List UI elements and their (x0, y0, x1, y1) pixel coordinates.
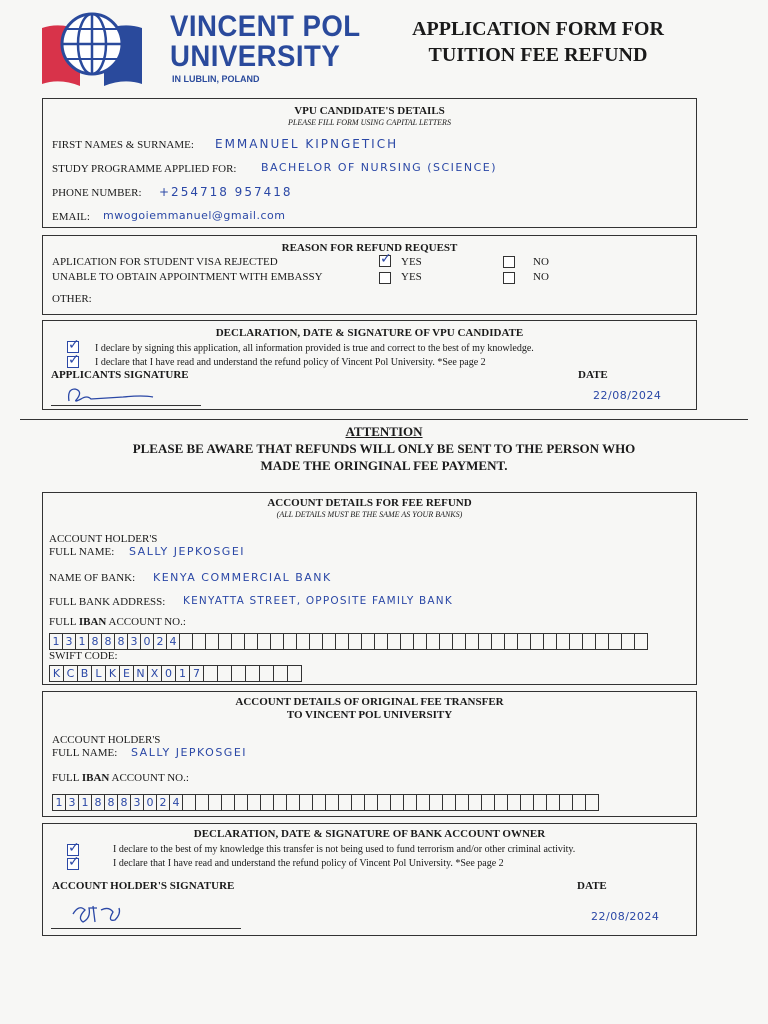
grid-cell[interactable] (260, 666, 274, 681)
grid-cell[interactable]: 8 (105, 795, 118, 810)
grid-cell[interactable] (570, 634, 583, 649)
signature-line (51, 405, 201, 406)
refund-holder-name-field[interactable]: SALLY JEPKOSGEI (129, 545, 246, 558)
grid-cell[interactable]: 0 (144, 795, 157, 810)
grid-cell[interactable] (180, 634, 193, 649)
grid-cell[interactable] (388, 634, 401, 649)
embassy-yes-checkbox[interactable] (379, 272, 391, 284)
visa-rejected-yes-checkbox[interactable] (379, 255, 391, 267)
candidate-details-section (42, 98, 697, 228)
grid-cell[interactable] (560, 795, 573, 810)
grid-cell[interactable] (456, 795, 469, 810)
grid-cell[interactable] (245, 634, 258, 649)
email-label: EMAIL: (52, 211, 90, 223)
grid-cell[interactable] (443, 795, 456, 810)
grid-cell[interactable]: 1 (176, 666, 190, 681)
owner-signature[interactable] (69, 900, 129, 926)
grid-cell[interactable]: 3 (66, 795, 79, 810)
grid-cell[interactable] (401, 634, 414, 649)
grid-cell[interactable]: 8 (118, 795, 131, 810)
attention-line-2: MADE THE ORINGINAL FEE PAYMENT. (260, 458, 508, 473)
grid-cell[interactable]: 0 (162, 666, 176, 681)
grid-cell[interactable]: 1 (53, 795, 66, 810)
phone-field[interactable]: +254718 957418 (159, 185, 293, 199)
grid-cell[interactable] (196, 795, 209, 810)
grid-cell[interactable] (235, 795, 248, 810)
grid-cell[interactable]: C (64, 666, 78, 681)
grid-cell[interactable]: 7 (190, 666, 204, 681)
holder-label: ACCOUNT HOLDER'S (49, 533, 158, 545)
grid-cell[interactable] (414, 634, 427, 649)
grid-cell[interactable] (183, 795, 196, 810)
grid-cell[interactable]: 8 (102, 634, 115, 649)
grid-cell[interactable] (287, 795, 300, 810)
grid-cell[interactable]: K (106, 666, 120, 681)
grid-cell[interactable] (271, 634, 284, 649)
section-subtitle: (ALL DETAILS MUST BE THE SAME AS YOUR BANKS) (276, 510, 463, 519)
owner-declaration-section (42, 823, 697, 936)
university-location: IN LUBLIN, POLAND (172, 74, 260, 84)
grid-cell[interactable] (547, 795, 560, 810)
bank-name-label: NAME OF BANK: (49, 572, 136, 584)
grid-cell[interactable]: 8 (92, 795, 105, 810)
grid-cell[interactable] (427, 634, 440, 649)
refund-reason-section (42, 235, 697, 315)
original-holder-name-field[interactable]: SALLY JEPKOSGEI (131, 746, 248, 759)
grid-cell[interactable] (310, 634, 323, 649)
grid-cell[interactable] (453, 634, 466, 649)
grid-cell[interactable]: 8 (115, 634, 128, 649)
phone-label: PHONE NUMBER: (52, 187, 142, 199)
grid-cell[interactable]: B (78, 666, 92, 681)
grid-cell[interactable] (206, 634, 219, 649)
grid-cell[interactable] (482, 795, 495, 810)
grid-cell[interactable]: 3 (128, 634, 141, 649)
swift-label: SWIFT CODE: (49, 650, 118, 662)
grid-cell[interactable] (362, 634, 375, 649)
grid-cell[interactable]: 1 (76, 634, 89, 649)
grid-cell[interactable] (297, 634, 310, 649)
grid-cell[interactable]: 1 (50, 634, 63, 649)
grid-cell[interactable] (209, 795, 222, 810)
grid-cell[interactable] (521, 795, 534, 810)
grid-cell[interactable] (586, 795, 599, 810)
no-label: NO (533, 256, 549, 268)
applicant-signature[interactable] (63, 383, 163, 407)
university-name: VINCENT POL UNIVERSITY (170, 10, 361, 73)
grid-cell[interactable] (352, 795, 365, 810)
grid-cell[interactable]: 1 (79, 795, 92, 810)
grid-cell[interactable] (193, 634, 206, 649)
grid-cell[interactable] (246, 666, 260, 681)
grid-cell[interactable]: E (120, 666, 134, 681)
grid-cell[interactable] (391, 795, 404, 810)
grid-cell[interactable] (544, 634, 557, 649)
grid-cell[interactable] (339, 795, 352, 810)
programme-field[interactable]: BACHELOR OF NURSING (SCIENCE) (261, 161, 497, 174)
email-field[interactable]: mwogoiemmanuel@gmail.com (103, 209, 286, 222)
grid-cell[interactable] (466, 634, 479, 649)
holder-fullname-label: FULL NAME: (49, 546, 115, 558)
grid-cell[interactable]: K (50, 666, 64, 681)
swift-code-grid[interactable] (49, 665, 302, 682)
bank-name-field[interactable]: KENYA COMMERCIAL BANK (153, 571, 332, 584)
grid-cell[interactable] (495, 795, 508, 810)
grid-cell[interactable] (417, 795, 430, 810)
name-field[interactable]: EMMANUEL KIPNGETICH (215, 137, 399, 151)
grid-cell[interactable] (219, 634, 232, 649)
holder-fullname-label: FULL NAME: (52, 747, 118, 759)
section-title: ACCOUNT DETAILS FOR FEE REFUND (267, 497, 472, 509)
attention-title: ATTENTION (345, 424, 423, 439)
yes-label: YES (401, 271, 422, 283)
section-title: DECLARATION, DATE & SIGNATURE OF VPU CANDIDATE (215, 327, 524, 339)
grid-cell[interactable] (274, 666, 288, 681)
declaration-policy-checkbox[interactable] (67, 356, 79, 368)
yes-label: YES (401, 256, 422, 268)
attention-line-1: PLEASE BE AWARE THAT REFUNDS WILL ONLY BE SENT TO THE PERSON WHO (132, 441, 636, 456)
candidate-date-field[interactable]: 22/08/2024 (593, 389, 662, 402)
grid-cell[interactable] (336, 634, 349, 649)
owner-date-field[interactable]: 22/08/2024 (591, 910, 660, 923)
grid-cell[interactable] (218, 666, 232, 681)
grid-cell[interactable] (284, 634, 297, 649)
embassy-appointment-label: UNABLE TO OBTAIN APPOINTMENT WITH EMBASSY (52, 271, 323, 283)
grid-cell[interactable] (232, 666, 246, 681)
section-title: VPU CANDIDATE'S DETAILS (294, 105, 445, 117)
grid-cell[interactable] (531, 634, 544, 649)
original-transfer-section (42, 691, 697, 817)
visa-rejected-label: APLICATION FOR STUDENT VISA REJECTED (52, 256, 278, 268)
declaration-line-1: I declare by signing this application, all information provided is true and correct to the best of my knowledge. (95, 343, 534, 354)
grid-cell[interactable] (534, 795, 547, 810)
grid-cell[interactable] (323, 634, 336, 649)
grid-cell[interactable]: N (134, 666, 148, 681)
original-iban-grid[interactable] (52, 794, 599, 811)
grid-cell[interactable] (248, 795, 261, 810)
grid-cell[interactable] (508, 795, 521, 810)
date-label: DATE (578, 369, 608, 381)
grid-cell[interactable] (222, 795, 235, 810)
grid-cell[interactable]: 8 (89, 634, 102, 649)
refund-account-section (42, 492, 697, 685)
name-label: FIRST NAMES & SURNAME: (52, 139, 194, 151)
no-label: NO (533, 271, 549, 283)
grid-cell[interactable] (261, 795, 274, 810)
grid-cell[interactable] (232, 634, 245, 649)
grid-cell[interactable] (505, 634, 518, 649)
grid-cell[interactable] (288, 666, 302, 681)
grid-cell[interactable] (479, 634, 492, 649)
grid-cell[interactable]: 4 (170, 795, 183, 810)
owner-declaration-line-2: I declare that I have read and understand the refund policy of Vincent Pol University. *See page 2 (113, 858, 504, 869)
embassy-no-checkbox[interactable] (503, 272, 515, 284)
grid-cell[interactable] (573, 795, 586, 810)
grid-cell[interactable]: 2 (157, 795, 170, 810)
bank-address-field[interactable]: KENYATTA STREET, OPPOSITE FAMILY BANK (183, 595, 453, 607)
holder-label: ACCOUNT HOLDER'S (52, 734, 161, 746)
grid-cell[interactable] (204, 666, 218, 681)
grid-cell[interactable] (378, 795, 391, 810)
grid-cell[interactable]: 3 (131, 795, 144, 810)
grid-cell[interactable] (404, 795, 417, 810)
grid-cell[interactable] (596, 634, 609, 649)
grid-cell[interactable] (622, 634, 635, 649)
bank-address-label: FULL BANK ADDRESS: (49, 596, 166, 608)
grid-cell[interactable] (440, 634, 453, 649)
grid-cell[interactable] (313, 795, 326, 810)
grid-cell[interactable] (349, 634, 362, 649)
grid-cell[interactable] (258, 634, 271, 649)
section-title-line-2: TO VINCENT POL UNIVERSITY (286, 709, 453, 721)
grid-cell[interactable] (492, 634, 505, 649)
form-title: APPLICATION FORM FOR TUITION FEE REFUND (412, 18, 664, 66)
owner-policy-checkbox[interactable] (67, 858, 79, 870)
iban-label: FULL IBAN ACCOUNT NO.: (52, 772, 189, 784)
divider (20, 419, 748, 420)
grid-cell[interactable] (430, 795, 443, 810)
grid-cell[interactable]: X (148, 666, 162, 681)
section-title: ACCOUNT DETAILS OF ORIGINAL FEE TRANSFER (235, 696, 504, 708)
grid-cell[interactable] (609, 634, 622, 649)
grid-cell[interactable]: L (92, 666, 106, 681)
date-label: DATE (577, 880, 607, 892)
grid-cell[interactable] (326, 795, 339, 810)
signature-line (51, 928, 241, 929)
grid-cell[interactable] (635, 634, 648, 649)
applicant-signature-label: APPLICANTS SIGNATURE (51, 369, 189, 381)
grid-cell[interactable] (375, 634, 388, 649)
grid-cell[interactable]: 3 (63, 634, 76, 649)
refund-iban-grid[interactable] (49, 633, 648, 650)
grid-cell[interactable] (365, 795, 378, 810)
grid-cell[interactable]: 4 (167, 634, 180, 649)
grid-cell[interactable] (300, 795, 313, 810)
grid-cell[interactable] (583, 634, 596, 649)
visa-rejected-no-checkbox[interactable] (503, 256, 515, 268)
section-title: DECLARATION, DATE & SIGNATURE OF BANK ACCOUNT OWNER (193, 828, 546, 840)
candidate-declaration-section (42, 320, 697, 410)
grid-cell[interactable] (274, 795, 287, 810)
university-logo (40, 8, 144, 90)
other-label: OTHER: (52, 293, 92, 305)
grid-cell[interactable] (518, 634, 531, 649)
owner-declaration-line-1: I declare to the best of my knowledge this transfer is not being used to fund terrorism and/or other criminal activity. (113, 844, 576, 855)
programme-label: STUDY PROGRAMME APPLIED FOR: (52, 163, 237, 175)
grid-cell[interactable] (557, 634, 570, 649)
section-title: REASON FOR REFUND REQUEST (281, 242, 458, 254)
grid-cell[interactable]: 2 (154, 634, 167, 649)
iban-label: FULL IBAN ACCOUNT NO.: (49, 616, 186, 628)
declaration-line-2: I declare that I have read and understand the refund policy of Vincent Pol University. *See page 2 (95, 357, 486, 368)
grid-cell[interactable]: 0 (141, 634, 154, 649)
owner-signature-label: ACCOUNT HOLDER'S SIGNATURE (52, 880, 235, 892)
section-subtitle: PLEASE FILL FORM USING CAPITAL LETTERS (288, 118, 451, 127)
grid-cell[interactable] (469, 795, 482, 810)
